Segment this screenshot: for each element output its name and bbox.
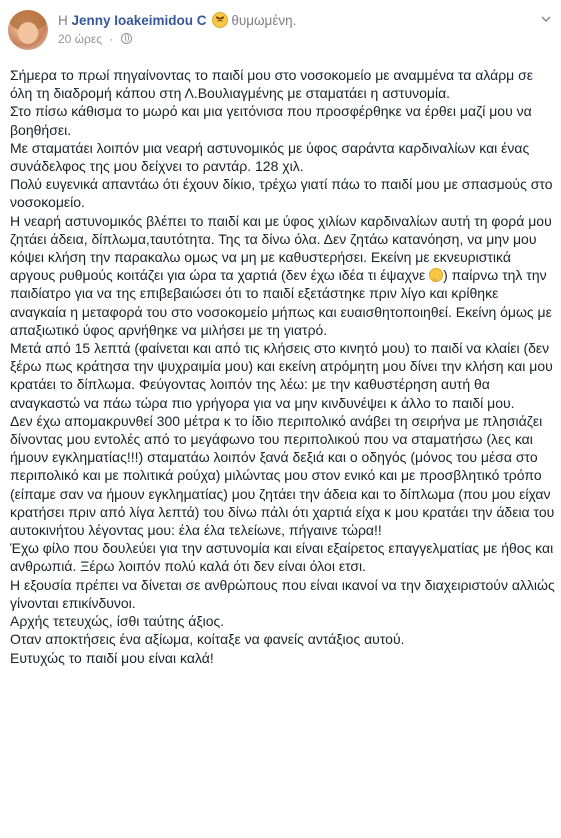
post-paragraph-continuation: παίρνω τηλ την παιδίατρο για να της επιβεβαιώσει ότι το παιδί εξετάστηκε πριν λίγο και κρίθηκε αναγκαία η μεταφορά του στο νοσοκομείο μήπως και ευαισθητοποιηθεί. Εκείνη όμως με απαξιωτικό ύφος αρνήθηκε να μιλήσει με τη γιατρό. [10,267,552,338]
angry-face-icon [212,12,228,28]
header-prefix: Η [58,13,68,28]
post-paragraph: Πολύ ευγενικά απαντάω ότι έχουν δίκιο, τρέχω γιατί πάω το παιδί μου με σπασμούς στο νοσοκομείο. [10,176,553,211]
post-paragraph: Ευτυχώς το παιδί μου είναι καλά! [10,649,214,666]
post-paragraph-text: Η νεαρή αστυνομικός βλέπει το παιδί και με ύφος χιλίων καρδιναλίων αυτή τη φορά μου ζητάει άδεια, δίπλωμα,ταυτότητα. Της τα δίνω όλα. Δεν ζητάω κατανόηση, να μην μου κόψει κλήση την παρακαλω ομως να μη με καθυστερήσει. Εκείνη με εκνευριστικά αργους ρυθμούς κοιτάζει για ώρα τα χαρτιά (δεν έχω ιδέα τι έψαχνε [10,212,552,284]
timestamp-link[interactable]: 20 ώρες [58,32,103,46]
meta-separator: · [109,32,114,46]
post-paragraph: Στο πίσω κάθισμα το μωρό και μια γειτόνισα που προσφέρθηκε να έρθει μαζί μου να βοηθήσει. [10,103,532,138]
avatar-face [18,22,38,44]
post-paragraph: Η εξουσία πρέπει να δίνεται σε ανθρώπους που είναι ικανοί να την διαχειριστούν αλλιώς γίνονται επικίνδυνοι. [10,576,555,611]
post-paragraph: Η νεαρή αστυνομικός βλέπει το παιδί και με ύφος χιλίων καρδιναλίων αυτή τη φορά μου ζητάει άδεια, δίπλωμα,ταυτότητα. Της τα δίνω όλα. Δεν ζητάω κατανόηση, να μην μου κόψει κλήση την παρακαλω ομως να μη με καθυστερήσει. Εκείνη με εκνευριστικά αργους ρυθμούς κοιτάζει για ώρα τα χαρτιά (δεν έχω ιδέα τι έψαχνε ) παίρνω τηλ την παιδίατρο για να της επιβεβαιώσει ότι το παιδί εξετάστηκε πριν λίγο και κρίθηκε αναγκαία η μεταφορά του στο νοσοκομείο μήπως και ευαισθητοποιηθεί. Εκείνη όμως με απαξιωτικό ύφος αρνήθηκε να μιλήσει με τη γιατρό. [10,212,552,338]
post-header [58,12,296,30]
post-paragraph: Αρχής τετευχώς, ίσθι ταύτης άξιος. [10,613,225,630]
avatar[interactable] [8,10,48,50]
author-name-link[interactable]: Jenny Ioakeimidou C [71,13,207,28]
post-paragraph: Οταν αποκτήσεις ένα αξίωμα, κοίταξε να φανείς αντάξιος αυτού. [10,631,405,648]
post-body [10,66,556,667]
feeling-text: θυμωμένη. [231,13,297,28]
post-paragraph: Με σταματάει λοιπόν μια νεαρή αστυνομικός με ύφος σαράντα καρδιναλίων και ένας συνάδελφος της μου δείχνει το ραντάρ. 128 χιλ. [10,139,530,175]
chevron-down-icon[interactable] [541,14,551,24]
globe-icon[interactable] [121,33,132,44]
post-paragraph: Δεν έχω απομακρυνθεί 300 μέτρα κ το ίδιο περιπολικό ανάβει τη σειρήνα με πλησιάζει δίνοντας μου εντολές από το μεγάφωνο του περιπολικού που να σταματήσω (λες και ήμουν εγκληματίας!!!) σταματάω λοιπόν ξανά δεξιά και ο οδηγός (μόνος του μέσα στο περιπολικό και με πολιτικά ρούχα) μιλώντας μου στον ενικό και με προσβλητικό τρόπο (είπαμε σαν να ήμουν εγκληματίας) μου ζητάει την άδεια και το δίπλωμα (που μου είχαν κρατήσει πριν από λίγα λεπτά) του δίνω πάλι ότι χαρτιά είχα κ μου κρατάει την άδεια του αυτοκινήτου λέγοντας μου: έλα έλα τελείωνε, πήγαινε τώρα!! [10,412,555,539]
post-paragraph: Έχω φίλο που δουλεύει για την αστυνομία και είναι εξαίρετος επαγγελματίας με ήθος και ανθρωπιά. Ξέρω λοιπόν πολύ καλά ότι δεν είναι όλοι ετσι. [10,540,554,575]
post-paragraph: Μετά από 15 λεπτά (φαίνεται και από τις κλήσεις στο κινητό μου) το παιδί να κλαίει (δεν ξέρω πως κράτησα την ψυχραιμία μου) και εκείνη ατρόμητη μου δίνει την κλήση και μου κρατάει το δίπλωμα. Φεύγοντας λοιπόν της λέω: με την καθυστέρηση αυτή θα αναγκαστώ να πάω τώρα πιο γρήγορα για να μην κινδυνέψει κ άλλο το παιδί μου. [10,340,553,411]
post-paragraph: Σήμερα το πρωί πηγαίνοντας το παιδί μου στο νοσοκομείο με αναμμένα τα αλάρμ σε όλη τη διαδρομή κάπου στη Λ.Βουλιαγμένης με σταματάει η αστυνομία. [10,67,534,102]
post-meta [58,31,132,47]
thinking-face-icon [429,268,443,282]
